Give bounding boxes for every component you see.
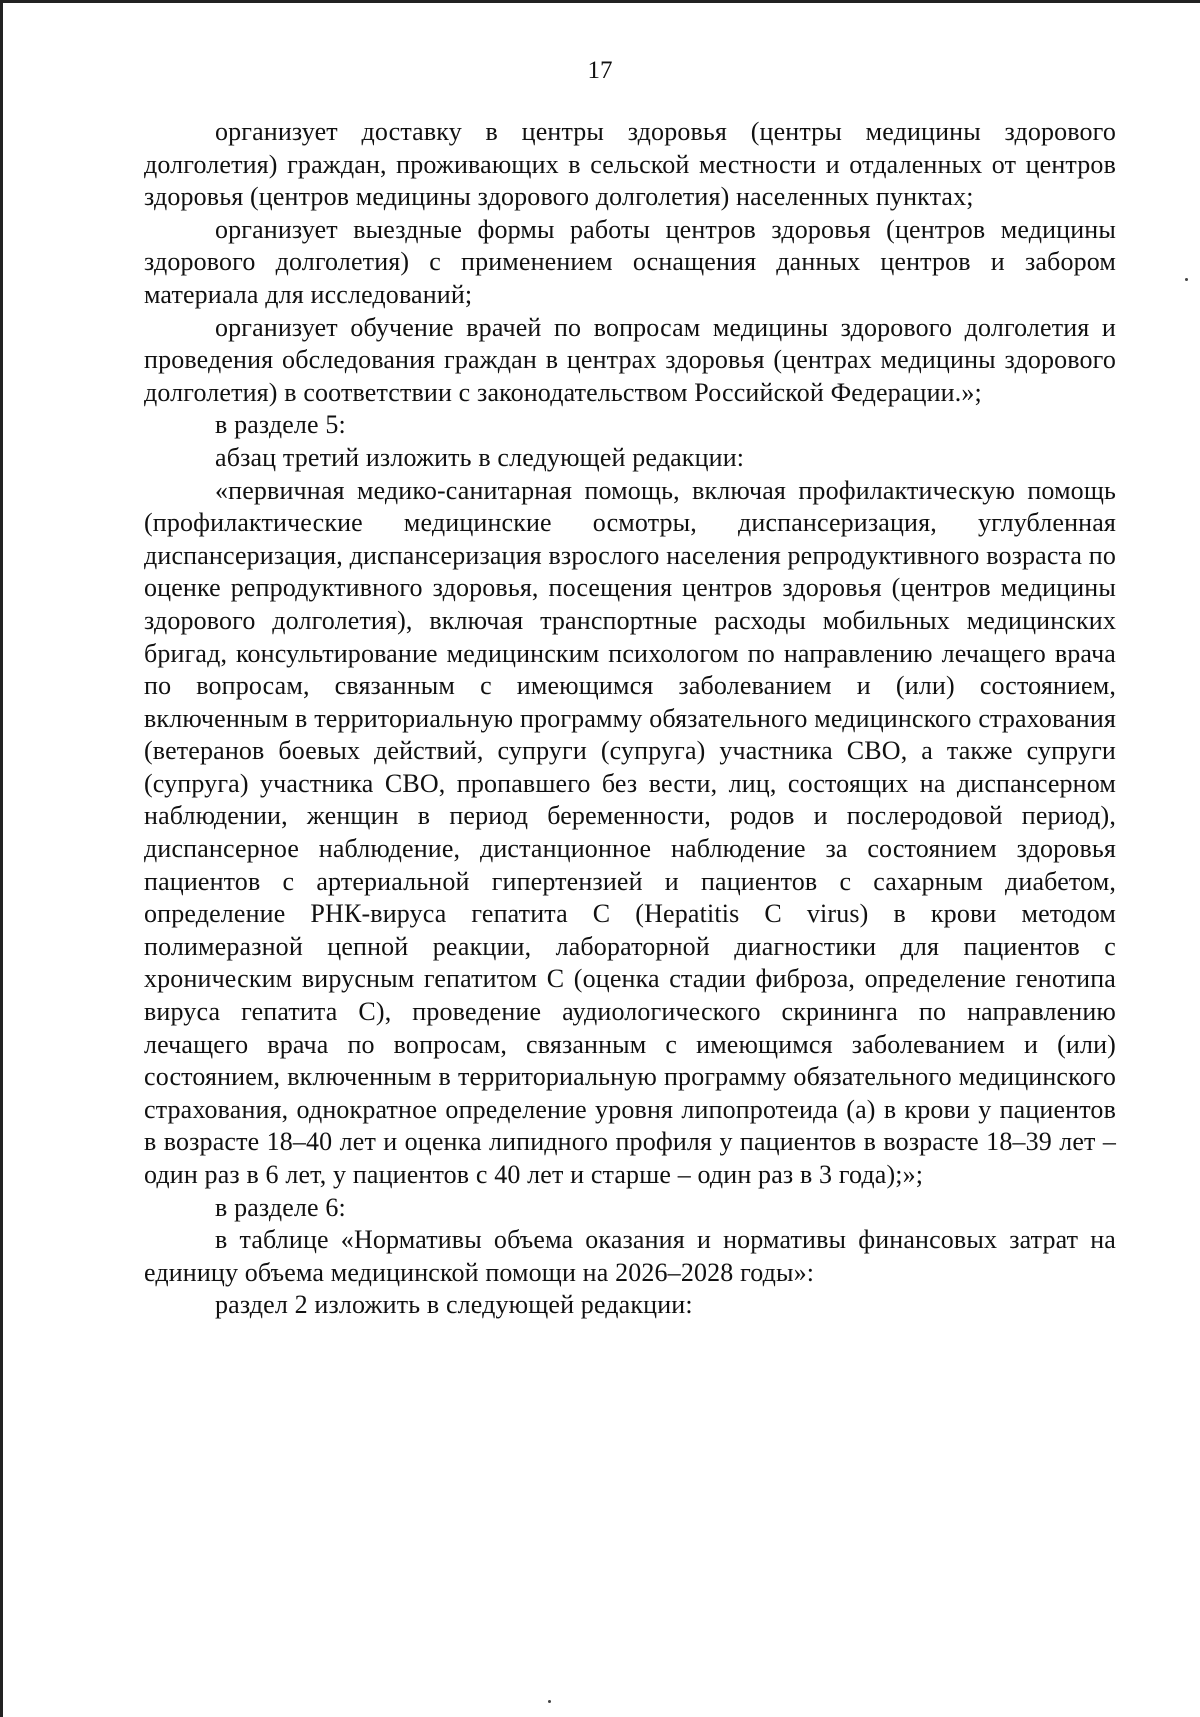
scan-border-left bbox=[0, 0, 3, 1717]
paragraph: организует выездные формы работы центров здоровья (центров медицины здорового долголетия) с применением оснащения данных центров и забором материала для исследований; bbox=[144, 214, 1116, 309]
scan-speck bbox=[1185, 278, 1188, 281]
scan-border-top bbox=[0, 0, 1200, 3]
paragraph: организует обучение врачей по вопросам медицины здорового долголетия и проведения обследования граждан в центрах здоровья (центрах медицины здорового долголетия) в соответствии с законодательством Российской Федерации.»; bbox=[144, 312, 1116, 407]
scan-speck bbox=[548, 1700, 551, 1703]
paragraph: в разделе 5: bbox=[215, 410, 346, 440]
paragraph: абзац третий изложить в следующей редакции: bbox=[215, 442, 745, 472]
paragraph: в разделе 6: bbox=[215, 1192, 346, 1222]
paragraph: «первичная медико-санитарная помощь, включая профилактическую помощь (профилактические медицинские осмотры, диспансеризация, углубленная диспансеризация, диспансеризация взрослого населения репродуктивного возраста по оценке репродуктивного здоровья, посещения центров здоровья (центров медицины здорового долголетия), включая транспортные расходы мобильных медицинских бригад, консультирование медицинским психологом по направлению лечащего врача по вопросам, связанным с имеющимся заболеванием и (или) состоянием, включенным в территориальную программу обязательного медицинского страхования (ветеранов боевых действий, супруги (супруга) участника СВО, а также супруги (супруга) участника СВО, пропавшего без вести, лиц, состоящих на диспансерном наблюдении, женщин в период беременности, родов и послеродовой период), диспансерное наблюдение, дистанционное наблюдение за состоянием здоровья пациентов с артериальной гипертензией и пациентов с сахарным диабетом, определение РНК-вируса гепатита С (Hepatitis C virus) в крови методом полимеразной цепной реакции, лабораторной диагностики для пациентов с хроническим вирусным гепатитом С (оценка стадии фиброза, определение генотипа вируса гепатита С), проведение аудиологического скрининга по направлению лечащего врача по вопросам, связанным с имеющимся заболеванием и (или) состоянием, включенным в территориальную программу обязательного медицинского страхования, однократное определение уровня липопротеида (а) в крови у пациентов в возрасте 18–40 лет и оценка липидного профиля у пациентов в возрасте 18–39 лет – один раз в 6 лет, у пациентов с 40 лет и старше – один раз в 3 года);»; bbox=[144, 475, 1116, 1189]
page-number: 17 bbox=[587, 57, 613, 84]
document-body bbox=[144, 116, 1116, 1322]
paragraph: в таблице «Нормативы объема оказания и нормативы финансовых затрат на единицу объема медицинской помощи на 2026–2028 годы»: bbox=[144, 1225, 1116, 1287]
paragraph: организует доставку в центры здоровья (центры медицины здорового долголетия) граждан, проживающих в сельской местности и отдаленных от центров здоровья (центров медицины здорового долголетия) населенных пунктах; bbox=[144, 117, 1116, 212]
paragraph: раздел 2 изложить в следующей редакции: bbox=[215, 1290, 693, 1320]
